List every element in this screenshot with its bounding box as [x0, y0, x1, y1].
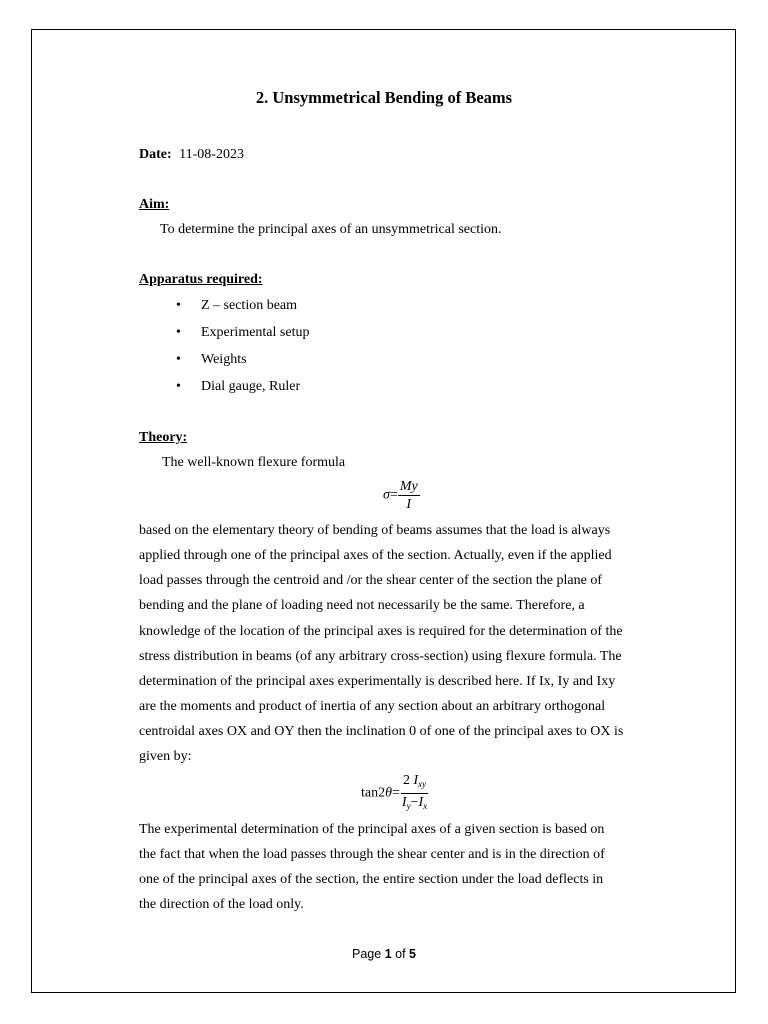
apparatus-item: Z – section beam — [201, 298, 298, 313]
theory-text-line: knowledge of the location of the principal axes is required for the determination of the — [139, 624, 623, 639]
date-label: Date: — [139, 147, 172, 162]
aim-text: To determine the principal axes of an unsymmetrical section. — [160, 222, 502, 237]
principal-axes-formula — [361, 773, 429, 814]
formula-equals: = — [389, 487, 398, 503]
theory-text-line: based on the elementary theory of bending of beams assumes that the load is always — [139, 523, 611, 538]
aim-heading: Aim: — [139, 197, 170, 212]
theory-text-line: the fact that when the load passes through the shear center and is in the direction of — [139, 847, 605, 862]
formula-fraction — [400, 773, 429, 814]
theory-text-line: load passes through the centroid and /or the shear center of the section the plane of — [139, 573, 603, 588]
page-prefix: Page — [352, 947, 385, 961]
formula-minus: − — [410, 795, 419, 810]
formula-denominator: I — [406, 497, 412, 512]
formula-sigma: σ — [383, 487, 390, 503]
date-row — [139, 147, 244, 163]
page-number — [0, 947, 768, 961]
formula-tan: tan2 — [361, 785, 386, 801]
theory-text-line: one of the principal axes of the section, the entire section under the load deflects in — [139, 872, 604, 887]
theory-text-line: applied through one of the principal axes of the section. Actually, even if the applied — [139, 548, 612, 563]
bullet-icon: • — [176, 379, 181, 394]
bullet-icon: • — [176, 325, 181, 340]
page-total: 5 — [409, 947, 416, 961]
page-title: 2. Unsymmetrical Bending of Beams — [255, 88, 513, 107]
formula-numerator — [401, 773, 428, 794]
bullet-icon: • — [176, 352, 181, 367]
apparatus-heading: Apparatus required: — [139, 272, 263, 287]
formula-denominator — [400, 794, 429, 814]
formula-equals: = — [392, 785, 400, 801]
page-current: 1 — [384, 947, 392, 961]
formula-subscript: y — [406, 801, 411, 811]
formula-subscript: x — [423, 801, 428, 811]
formula-coef: 2 — [402, 773, 410, 788]
formula-inertia: I — [413, 773, 419, 788]
theory-heading: Theory: — [139, 430, 188, 445]
formula-inertia: I — [401, 795, 407, 810]
formula-inertia: I — [418, 795, 424, 810]
bullet-icon: • — [176, 298, 181, 313]
theory-text-line: the direction of the load only. — [139, 897, 304, 912]
theory-text-line: determination of the principal axes experimentally is described here. If Ix, Iy and Ixy — [139, 674, 616, 689]
apparatus-item: Experimental setup — [201, 325, 310, 340]
theory-text-line: stress distribution in beams (of any arbitrary cross-section) using flexure formula. The — [139, 649, 622, 664]
formula-numerator: My — [399, 479, 418, 494]
theory-text-line: The experimental determination of the principal axes of a given section is based on — [139, 822, 605, 837]
apparatus-item: Weights — [201, 352, 247, 367]
apparatus-item: Dial gauge, Ruler — [201, 379, 301, 394]
formula-subscript: xy — [418, 779, 427, 789]
theory-text-line: bending and the plane of loading need not necessarily be the same. Therefore, a — [139, 598, 585, 613]
flexure-formula — [383, 479, 420, 512]
theory-intro: The well-known flexure formula — [162, 455, 346, 470]
formula-theta: θ — [385, 785, 392, 801]
theory-text-line: given by: — [139, 749, 192, 764]
formula-fraction — [398, 479, 420, 512]
page-of: of — [391, 947, 410, 961]
date-value: 11-08-2023 — [179, 147, 244, 162]
theory-text-line: are the moments and product of inertia of any section about an arbitrary orthogonal — [139, 699, 606, 714]
theory-text-line: centroidal axes OX and OY then the inclination 0 of one of the principal axes to OX is — [139, 724, 624, 739]
